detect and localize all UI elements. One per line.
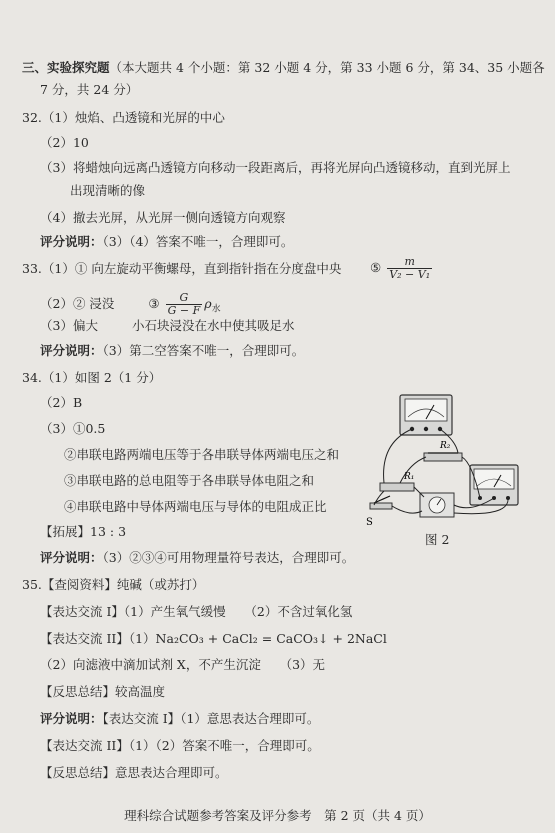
q34-note: [40, 550, 354, 566]
q33-answer-1: （1）① 向左旋动平衡螺母，直到指针指在分度盘中央: [41, 261, 342, 276]
q34-number: 34.: [22, 370, 42, 385]
q32-note: [40, 234, 293, 250]
section-desc: （本大题共 4 个小题：第 32 小题 4 分，第 33 小题 6 分，第 34、35 小题各: [109, 60, 545, 75]
note-text: （3）（4）答案不唯一，合理即可。: [102, 234, 294, 249]
q35-label-3: 【表达交流 II】: [40, 631, 129, 646]
fraction-numerator: m: [387, 256, 432, 269]
fraction-denominator: V₂ − V₁: [389, 268, 431, 281]
q35-note-3: [40, 765, 228, 781]
q33-answer-2: （2）② 浸没: [40, 296, 115, 311]
note-text: （3）②③④可用物理量符号表达，合理即可。: [102, 550, 355, 565]
q32-answer-3: （3）将蜡烛向远离凸透镜方向移动一段距离后，再将光屏向凸透镜移动，直到光屏上: [40, 160, 511, 175]
q35-number: 35.: [22, 577, 42, 592]
q32-line1: [22, 110, 225, 126]
q35-text-1: 纯碱（或苏打）: [116, 577, 205, 592]
q32-answer-4: （4）撤去光屏，从光屏一侧向透镜方向观察: [40, 210, 286, 225]
note3-text: 意思表达合理即可。: [115, 765, 228, 780]
q35-text-3: （1）Na₂CO₃ + CaCl₂ = CaCO₃↓ + 2NaCl: [128, 631, 387, 646]
note-label: 评分说明：: [40, 550, 103, 565]
note1-text: （1）意思表达合理即可。: [180, 711, 320, 726]
label-r1: R₁: [404, 472, 415, 482]
figure-caption: 图 2: [425, 532, 450, 547]
label-r2: R₂: [440, 441, 451, 451]
q35-line4: （2）向滤液中滴加试剂 X，不产生沉淀 （3）无: [40, 657, 326, 672]
q33-line1: [22, 261, 341, 277]
q34-answer-3: （3）①0.5: [40, 421, 106, 436]
note1-label: 【表达交流 I】: [102, 711, 181, 726]
circuit-diagram: [360, 393, 520, 533]
q35-line1: [22, 577, 204, 593]
note-label: 评分说明：: [40, 343, 103, 358]
q35-note-2: [40, 738, 320, 754]
note3-label: 【反思总结】: [40, 765, 116, 780]
q34-answer-3-2: ②串联电路两端电压等于各串联导体两端电压之和: [64, 447, 340, 462]
section-title: 三、实验探究题: [22, 60, 110, 75]
q35-text-2: （1）产生氧气缓慢 （2）不含过氧化氢: [123, 604, 353, 619]
q33-answer-3: （3）偏大: [40, 318, 98, 333]
q35-line3: [40, 631, 387, 647]
q32-number: 32.: [22, 110, 42, 125]
q35-label-1: 【查阅资料】: [41, 577, 117, 592]
q35-label-2: 【表达交流 I】: [40, 604, 124, 619]
q32-answer-2: （2）10: [40, 135, 89, 150]
note2-text: （1）（2）答案不唯一，合理即可。: [128, 738, 320, 753]
q35-line5: [40, 684, 165, 700]
q35-line2: [40, 604, 352, 620]
q34-answer-3-3: ③串联电路的总电阻等于各串联导体电阻之和: [64, 473, 315, 488]
rho-symbol: ρ: [204, 296, 212, 311]
q34-answer-3-4: ④串联电路中导体两端电压与导体的电阻成正比: [64, 499, 327, 514]
q33-answer-3-extra: 小石块浸没在水中使其吸足水: [131, 318, 295, 333]
q35-label-5: 【反思总结】: [40, 684, 116, 699]
q34-answer-2: （2）B: [40, 395, 83, 410]
q33-note: [40, 343, 304, 359]
note2-label: 【表达交流 II】: [40, 738, 129, 753]
circle-3: ③: [148, 296, 160, 311]
ext-label: 【拓展】: [40, 524, 91, 539]
q33-number: 33.: [22, 261, 42, 276]
q33-line3: [40, 318, 294, 334]
label-s: S: [366, 517, 373, 528]
circuit-figure: [360, 393, 520, 533]
fraction-numerator: G: [166, 292, 203, 305]
q33-formula-5: [370, 256, 434, 281]
section-desc-2: 7 分，共 24 分）: [40, 82, 139, 97]
q35-note-1: [40, 711, 319, 727]
voltmeter-right-icon: [470, 465, 518, 505]
voltmeter-top-icon: [400, 395, 452, 435]
fraction-denominator: G − F: [167, 304, 201, 317]
q32-answer-1: （1）烛焰、凸透镜和光屏的中心: [41, 110, 225, 125]
q34-extension: [40, 524, 126, 540]
note-label: 评分说明：: [40, 234, 103, 249]
q35-text-5: 较高温度: [115, 684, 166, 699]
note-label: 评分说明：: [40, 711, 103, 726]
fraction-buoyancy: [166, 292, 203, 317]
page-footer: 理科综合试题参考答案及评分参考 第 2 页（共 4 页）: [124, 808, 431, 823]
q34-answer-1: （1）如图 2（1 分）: [41, 370, 162, 385]
note-text: （3）第二空答案不唯一，合理即可。: [102, 343, 305, 358]
q32-answer-3b: 出现清晰的像: [70, 183, 146, 198]
fraction-density: [387, 256, 432, 281]
ext-text: 13 : 3: [90, 524, 127, 539]
circle-5: ⑤: [370, 260, 382, 275]
section-heading: [22, 60, 545, 76]
q34-line1: [22, 370, 161, 386]
rho-subscript: 水: [211, 304, 221, 315]
q33-line2: [40, 292, 221, 318]
